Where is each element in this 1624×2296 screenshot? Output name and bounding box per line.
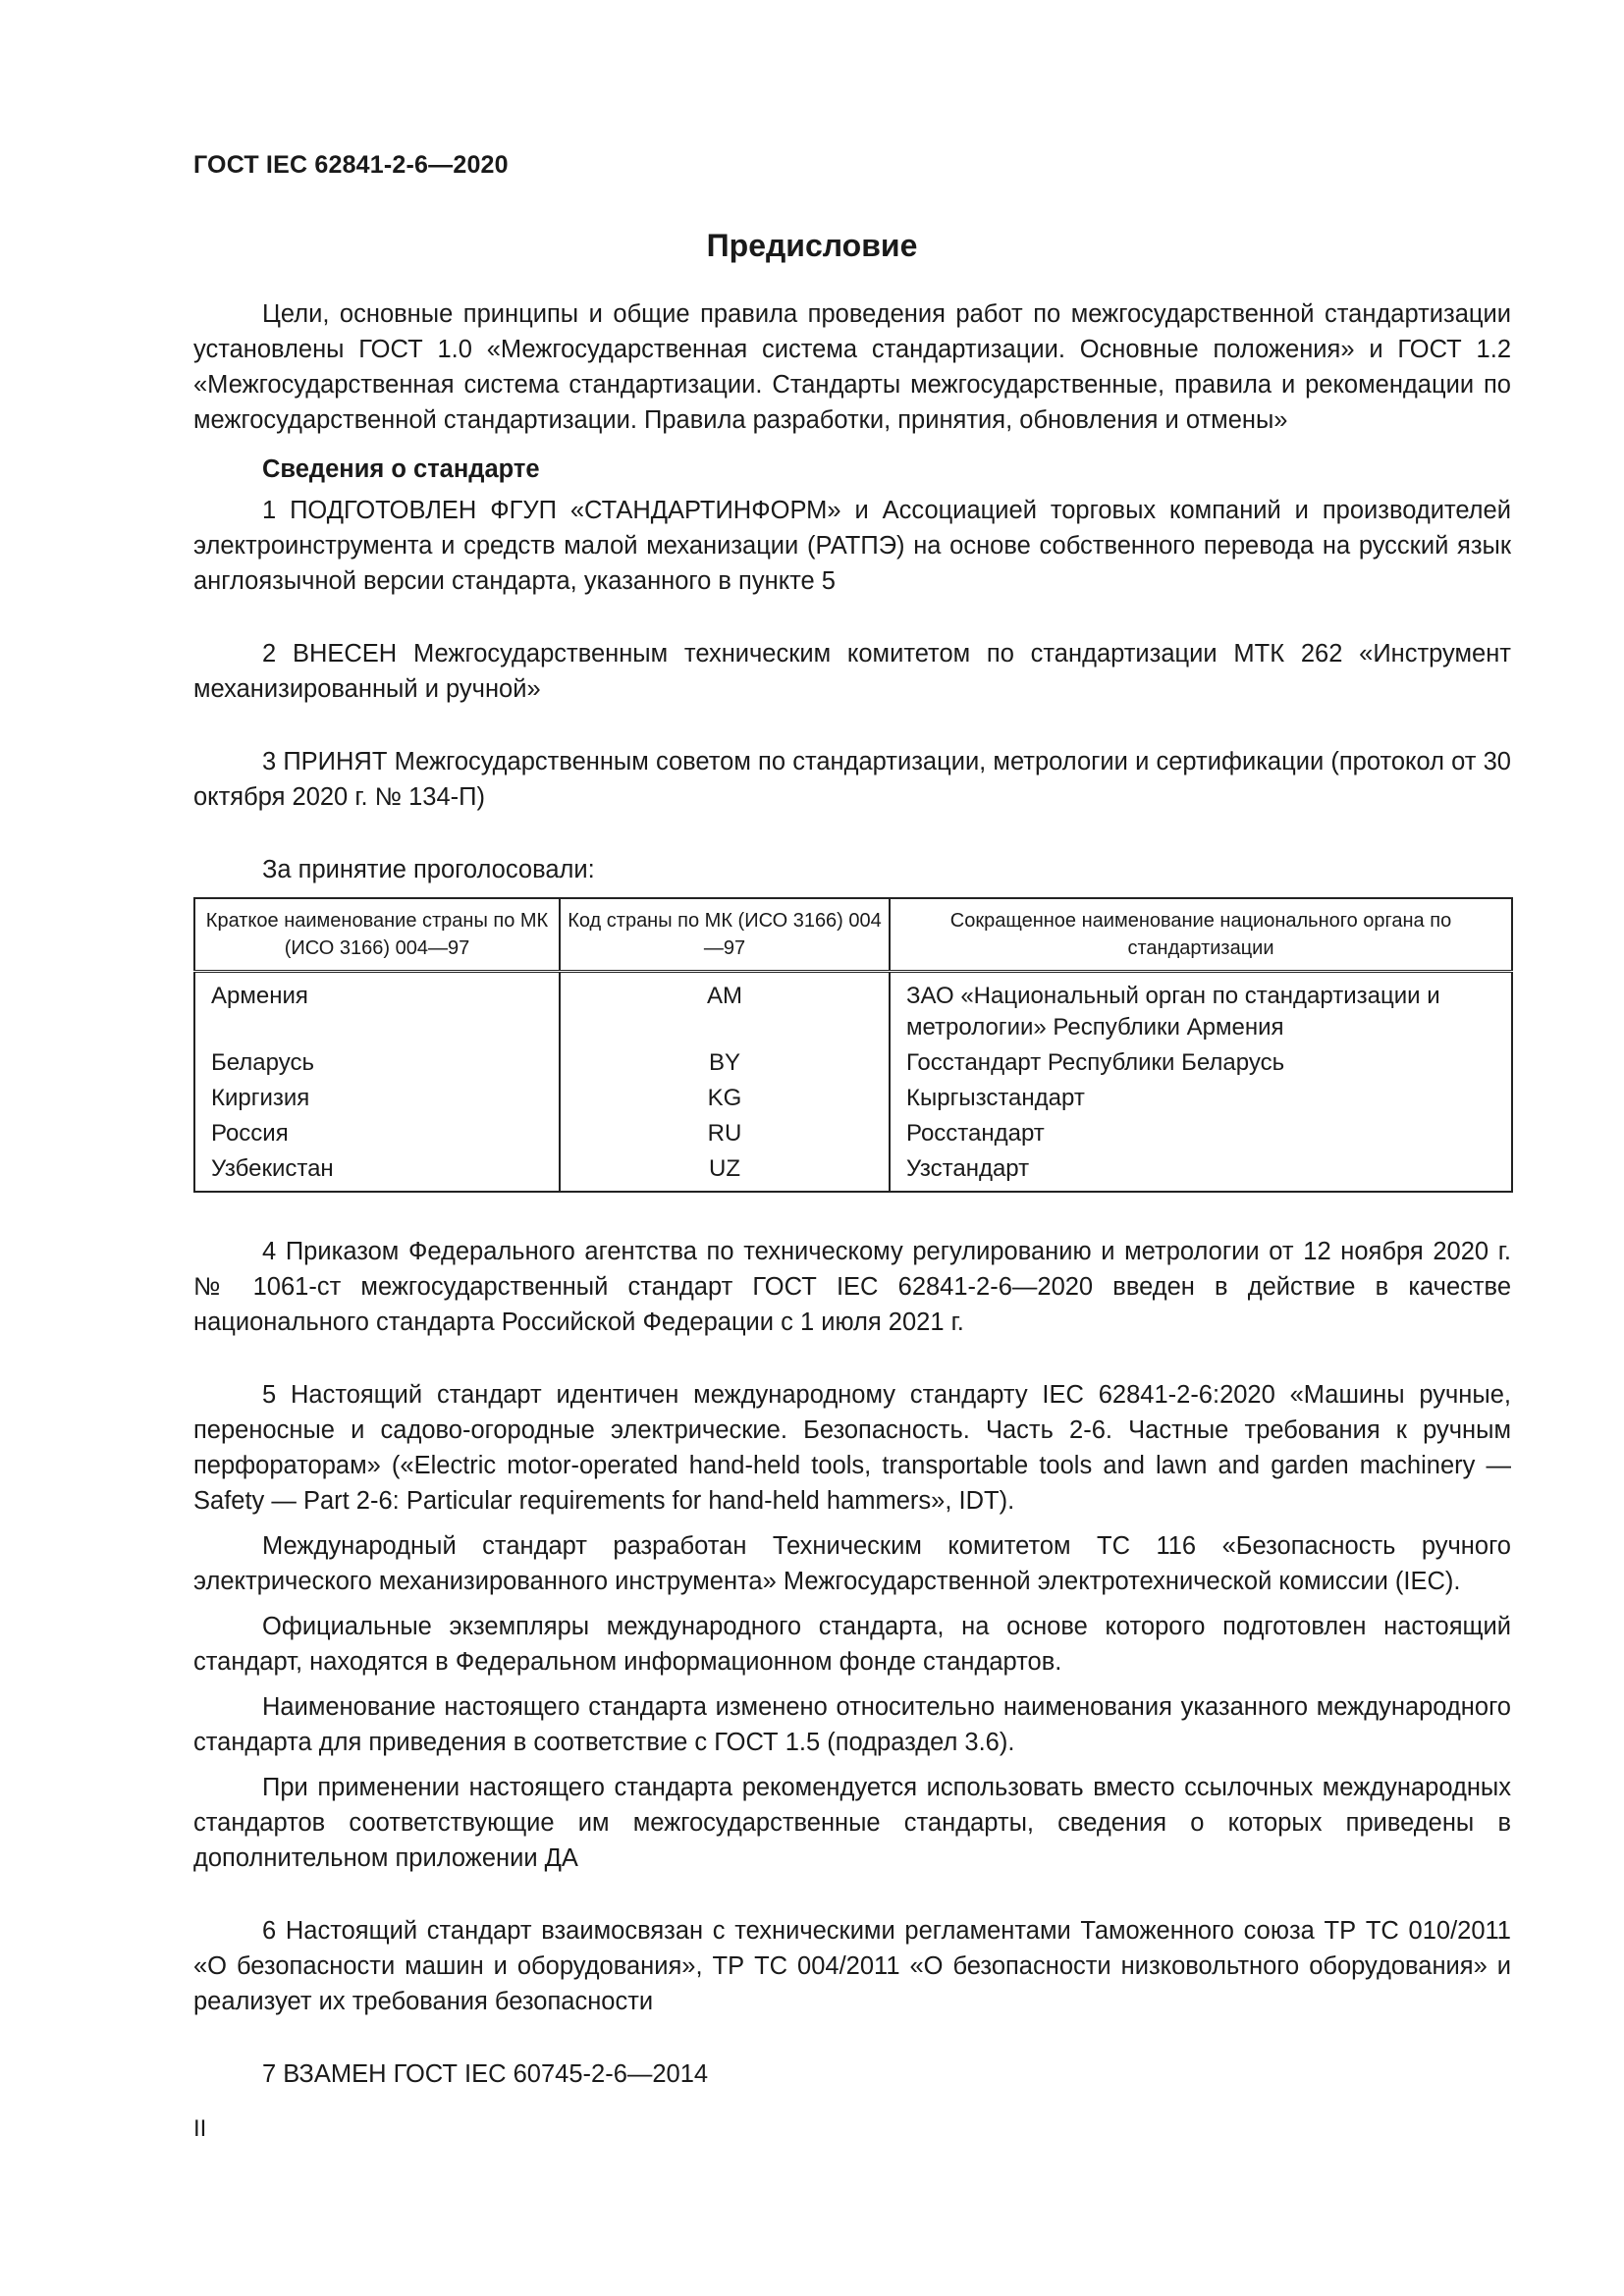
item-1-paragraph: 1 ПОДГОТОВЛЕН ФГУП «СТАНДАРТИНФОРМ» и Ассоциацией торговых компаний и производителей электроинструмента и средств малой механизации (РАТПЭ) на основе собственного перевода на русский язык англоязычной версии стандарта, указанного в пункте 5 (193, 497, 1511, 595)
country-code-cell: KG (560, 1081, 890, 1116)
standards-body-cell: Росстандарт (890, 1116, 1512, 1151)
table-row (194, 1081, 1512, 1116)
table-header-country: Краткое наименование страны по МК (ИСО 3166) 004—97 (194, 898, 560, 972)
country-cell: Узбекистан (194, 1151, 560, 1192)
standards-body-cell: Узстандарт (890, 1151, 1512, 1192)
item-5-official-copies-paragraph: Официальные экземпляры международного стандарта, на основе которого подготовлен настоящий стандарт, находятся в Федеральном информационном фонде стандартов. (193, 1613, 1511, 1676)
table-row (194, 1116, 1512, 1151)
item-5-name-change-paragraph: Наименование настоящего стандарта изменено относительно наименования указанного международного стандарта для приведения в соответствие с ГОСТ 1.5 (подраздел 3.6). (193, 1693, 1511, 1756)
intro-paragraph: Цели, основные принципы и общие правила проведения работ по межгосударственной стандартизации установлены ГОСТ 1.0 «Межгосударственная система стандартизации. Основные положения» и ГОСТ 1.2 «Межгосударственная система стандартизации. Стандарты межгосударственные, правила и рекомендации по межгосударственной стандартизации. Правила разработки, принятия, обновления и отмены» (193, 300, 1511, 434)
member-states-table (193, 897, 1513, 1193)
country-code-cell: UZ (560, 1151, 890, 1192)
country-cell: Беларусь (194, 1045, 560, 1081)
item-7-paragraph: 7 ВЗАМЕН ГОСТ IEC 60745-2-6—2014 (262, 2060, 709, 2088)
country-cell: Армения (194, 972, 560, 1046)
item-2-paragraph: 2 ВНЕСЕН Межгосударственным техническим комитетом по стандартизации МТК 262 «Инструмент механизированный и ручной» (193, 640, 1511, 703)
standards-body-cell: ЗАО «Национальный орган по стандартизации и метрологии» Республики Армения (890, 972, 1512, 1046)
item-5-iec-committee-paragraph: Международный стандарт разработан Техническим комитетом ТС 116 «Безопасность ручного электрического механизированного инструмента» Межгосударственной электротехнической комиссии (IEC). (193, 1532, 1511, 1595)
country-code-cell: BY (560, 1045, 890, 1081)
item-5-paragraph: 5 Настоящий стандарт идентичен международному стандарту IEC 62841-2-6:2020 «Машины ручные, переносные и садово-огородные электрические. Безопасность. Часть 2-6. Частные требования к ручным перфораторам» («Electric motor-operated hand-held tools, transportable tools and lawn and garden machinery — Safety — Part 2-6: Particular requirements for hand-held hammers», IDT). (193, 1381, 1511, 1515)
standards-body-cell: Госстандарт Республики Беларусь (890, 1045, 1512, 1081)
standards-body-cell: Кыргызстандарт (890, 1081, 1512, 1116)
item-6-paragraph: 6 Настоящий стандарт взаимосвязан с техническими регламентами Таможенного союза ТР ТС 010/2011 «О безопасности машин и оборудования», ТР ТС 004/2011 «О безопасности низковольтного оборудования» и реализует их требования безопасности (193, 1917, 1511, 2015)
standard-code-header: ГОСТ IEC 62841-2-6—2020 (193, 151, 509, 179)
table-header-code: Код страны по МК (ИСО 3166) 004—97 (560, 898, 890, 972)
item-4-paragraph: 4 Приказом Федерального агентства по техническому регулированию и метрологии от 12 ноября 2020 г. № 1061-ст межгосударственный стандарт ГОСТ IEC 62841-2-6—2020 введен в действие в качестве национального стандарта Российской Федерации с 1 июля 2021 г. (193, 1238, 1511, 1336)
country-cell: Россия (194, 1116, 560, 1151)
page-title: Предисловие (706, 228, 918, 263)
table-row (194, 972, 1512, 1046)
votes-label: За принятие проголосовали: (262, 856, 595, 883)
page-number: II (193, 2115, 207, 2142)
section-subheading: Сведения о стандарте (262, 455, 540, 483)
country-code-cell: AM (560, 972, 890, 1046)
table-header-row (194, 898, 1512, 972)
table-row (194, 1045, 1512, 1081)
country-code-cell: RU (560, 1116, 890, 1151)
document-body (193, 296, 1511, 2092)
table-header-body: Сокращенное наименование национального органа по стандартизации (890, 898, 1512, 972)
table-row (194, 1151, 1512, 1192)
country-cell: Киргизия (194, 1081, 560, 1116)
item-5-references-paragraph: При применении настоящего стандарта рекомендуется использовать вместо ссылочных международных стандартов соответствующие им межгосударственные стандарты, сведения о которых приведены в дополнительном приложении ДА (193, 1774, 1511, 1872)
item-3-paragraph: 3 ПРИНЯТ Межгосударственным советом по стандартизации, метрологии и сертификации (протокол от 30 октября 2020 г. № 134-П) (193, 748, 1511, 811)
